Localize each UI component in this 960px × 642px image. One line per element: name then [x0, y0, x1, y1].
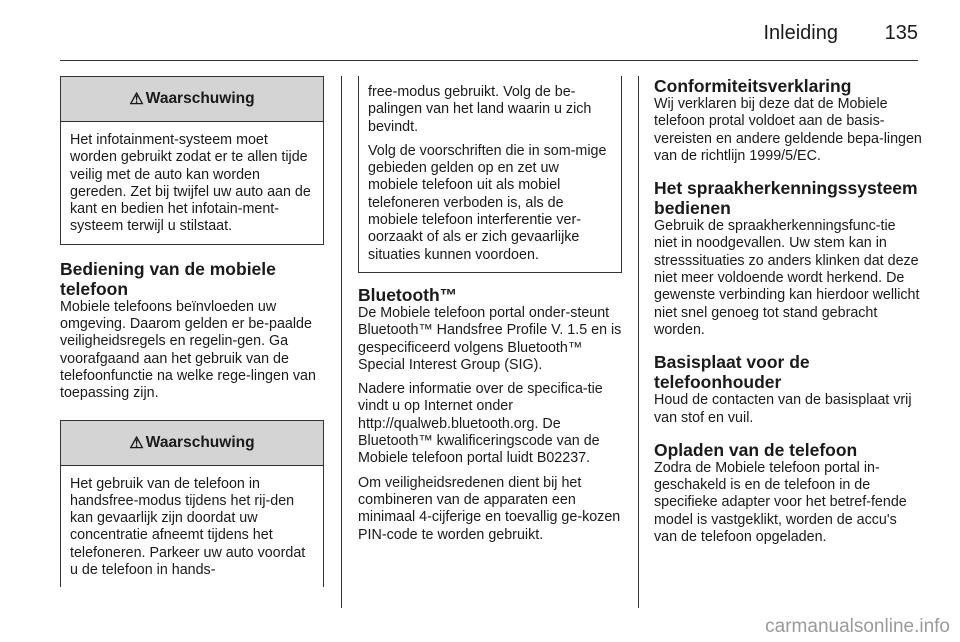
warning-box-2 — [60, 420, 324, 588]
section-heading-bluetooth: Bluetooth™ — [358, 284, 458, 305]
warning-triangle-icon: ⚠ — [129, 434, 144, 452]
warning-text: Het gebruik van de telefoon in handsfree-modus tijdens het rij-den kan gevaarlijk zijn doordat uw concentratie afneemt tijdens het telefoneren. Parkeer uw auto voordat u de telefoon in hands- — [70, 475, 306, 579]
charging-text: Zodra de Mobiele telefoon portal in-geschakeld is en de telefoon in de specifieke adapter voor het betref-fende model is vastgeklikt, worden de accu's van de telefoon opgeladen. — [654, 459, 907, 546]
page-number: 135 — [884, 22, 918, 44]
bluetooth-text-1: De Mobiele telefoon portal onder-steunt Bluetooth™ Handsfree Profile V. 1.5 en is gespecificeerd volgens Bluetooth™ Special Interest Group (SIG). — [358, 304, 622, 373]
section-heading-baseplate: Basisplaat voor de telefoonhouder — [654, 352, 810, 393]
conformity-text: Wij verklaren bij deze dat de Mobiele telefoon protal voldoet aan de basis-vereisten en andere geldende bepa-lingen van de richtlijn 1999/5/EC. — [654, 96, 922, 164]
warning-header — [61, 420, 323, 466]
column-1 — [60, 76, 324, 587]
baseplate-text: Houd de contacten van de basisplaat vrij van stof en vuil. — [654, 392, 912, 426]
warning-header — [61, 77, 323, 122]
section-heading-mobile: Bediening van de mobiele telefoon — [60, 258, 276, 299]
bluetooth-text-3: Om veiligheidsredenen dient bij het combineren van de apparaten een minimaal 4-cijferige en toevallig ge-kozen PIN-code te worden gebruikt. — [358, 474, 621, 543]
warning-text: Het infotainment-systeem moet worden gebruikt zodat er te allen tijde veilig met de auto kan worden gereden. Zet bij twijfel uw auto aan de kant en bedien het infotain-ment-systeem terwijl u stilstaat. — [70, 132, 311, 235]
column-divider-2 — [638, 76, 639, 608]
section-heading-speech: Het spraakherkenningssysteem bedienen — [654, 178, 918, 219]
section-text-mobile: Mobiele telefoons beïnvloeden uw omgeving. Daarom gelden er be-paalde veiligheidsregels en regelin-gen. Ga voorafgaand aan het gebruik van de telefoonfunctie na welke rege-lingen van toepassing zijn. — [60, 298, 316, 402]
warning-title: Waarschuwing — [145, 90, 255, 107]
watermark: carmanualsonline.info — [765, 616, 950, 637]
speech-text: Gebruik de spraakherkenningsfunc-tie niet in noodgevallen. Uw stem kan in stresssituaties zo anders klinken dat deze niet meer voldoende wordt herkend. De gewenste verbinding kan hierdoor wellicht niet snel genoeg tot stand gebracht worden. — [654, 218, 920, 338]
warning-triangle-icon: ⚠ — [129, 91, 144, 108]
section-heading-conformity: Conformiteitsverklaring — [654, 76, 852, 96]
warning-box-1 — [60, 76, 324, 245]
warning-body — [61, 122, 323, 244]
page-title: Inleiding — [763, 22, 838, 44]
warning-cont-text-1: free-modus gebruikt. Volg de be-palingen van het land waarin u zich bevindt. — [368, 84, 592, 135]
warning-box-2-continued — [358, 76, 622, 273]
warning-cont-text-2: Volg de voorschriften die in som-mige gebieden gelden op en zet uw mobiele telefoon uit als mobiel telefoneren verboden is, als de mobiele telefoon interferentie ver-oorzaakt of als er zich gevaarlijke situaties kunnen voordoen. — [368, 142, 607, 263]
warning-title: Waarschuwing — [145, 433, 255, 451]
column-3 — [654, 76, 922, 553]
bluetooth-text-2: Nadere informatie over de specifica-tie vindt u op Internet onder http://qualweb.bluetooth.org. De Bluetooth™ kwalificeringscode van de Mobiele telefoon portal luidt B02237. — [358, 381, 603, 467]
column-2 — [358, 76, 622, 551]
column-divider-1 — [341, 76, 342, 608]
warning-body — [61, 466, 323, 588]
page-header — [60, 14, 918, 61]
section-heading-charging: Opladen van de telefoon — [654, 439, 858, 460]
